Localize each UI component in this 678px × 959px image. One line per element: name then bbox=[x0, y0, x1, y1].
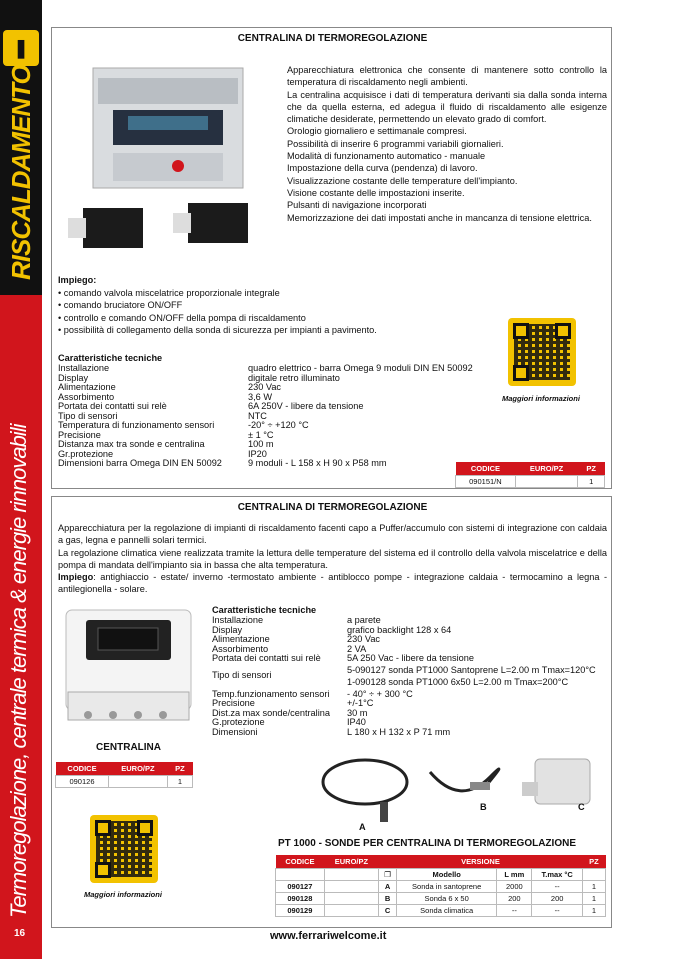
section-subtitle: Termoregolazione, centrale termica & energie rinnovabili bbox=[6, 424, 31, 918]
spec-label: Dimensioni bbox=[212, 726, 258, 737]
spec-value: L 180 x H 132 x P 71 mm bbox=[347, 726, 451, 737]
table-row: 090151/N 1 bbox=[456, 476, 605, 488]
controller-photo bbox=[58, 600, 198, 730]
spec-value: 230 Vac bbox=[347, 634, 381, 644]
spec-value: digitale retro illuminato bbox=[248, 372, 340, 383]
product-label: CENTRALINA bbox=[96, 742, 161, 753]
spec-label: G.protezione bbox=[212, 717, 265, 727]
specs-table bbox=[58, 364, 473, 469]
website-link[interactable]: www.ferrariwelcome.it bbox=[270, 930, 387, 942]
spec-label: Assorbimento bbox=[58, 391, 115, 402]
spec-label: Dist.za max sonde/centralina bbox=[212, 707, 330, 718]
spec-label: Alimentazione bbox=[58, 382, 116, 392]
wall-controller-image bbox=[58, 600, 198, 730]
list-item: • possibilità di collegamento della sonda di sicurezza per impianti a pavimento. bbox=[58, 324, 377, 335]
spec-value: 5A 250 Vac - libere da tensione bbox=[347, 653, 475, 663]
sensor-letter-c: C bbox=[578, 802, 585, 812]
spec-label: Gr.protezione bbox=[58, 448, 114, 459]
spec-value: grafico backlight 128 x 64 bbox=[347, 624, 452, 635]
table-row: 090126 1 bbox=[56, 776, 193, 788]
specs-table: Installazione a parete Display grafico backlight 128 x 64 Alimentazione 230 Vac Assorbimento 2 VA Portata dei contatti sui relè 5A 250 Vac - libere da tensione Tipo di sensori 5-090127 sonda PT1000 Santoprene L=2.00 m Tmax=120°C 1-090128 sonda PT1000 6x50 L=2.00 m Tmax=200°C Temp.funzionamento sensori - 40° ÷ + 300 °C Precisione +/-1°C Dist.za max sonde/centralina 30 m G.protezione IP40 Dimensioni L 180 x H 132 x P 71 mm bbox=[212, 615, 596, 737]
table-row: 090128 B Sonda 6 x 50 200 200 1 bbox=[276, 893, 606, 905]
spec-value: +/-1°C bbox=[347, 698, 374, 708]
qr-code[interactable] bbox=[508, 318, 576, 386]
spec-value: 230 Vac bbox=[248, 382, 282, 392]
list-item: • comando bruciatore ON/OFF bbox=[58, 300, 183, 311]
product-description: Apparecchiatura per la regolazione di impianti di riscaldamento facenti capo a Puffer/accumulo con sistemi di integrazione con caldaia a gas, legna e pannelli solari termici. La regolazione climatica viene realizzata tramite la lettura delle temperature del sistema ed il controllo della valvola miscelatrice e della pompa di mandata dell'impianto sia in bassa che alta temperatura. Impiego: antighiaccio - estate/ inverno -termostato ambiente - antiblocco pompe - integrazione caldaia - termocamino a legna - antilegionella - solare. bbox=[58, 523, 607, 595]
spec-value: quadro elettrico - barra Omega 9 moduli DIN EN 50092 bbox=[248, 363, 473, 373]
spec-value: 2 VA bbox=[347, 643, 367, 654]
spec-value: 3,6 W bbox=[248, 391, 272, 402]
price-table: CODICE EURO/PZ PZ 090151/N 1 bbox=[455, 462, 605, 488]
page-number: 16 bbox=[14, 928, 26, 939]
sensors-image bbox=[310, 747, 610, 832]
product-box-1 bbox=[51, 27, 612, 489]
list-item: • controllo e comando ON/OFF della pompa di riscaldamento bbox=[58, 312, 306, 323]
spec-value: 9 moduli - L 158 x H 90 x P58 mm bbox=[248, 458, 387, 468]
list-item: • comando valvola miscelatrice proporzionale integrale bbox=[58, 288, 280, 298]
spec-label: Portata dei contatti sui relè bbox=[58, 401, 167, 411]
spec-value: 6A 250V - libere da tensione bbox=[248, 401, 364, 411]
spec-label: Portata dei contatti sui relè bbox=[212, 653, 321, 663]
product-box-2 bbox=[51, 496, 612, 928]
table-row: 090129 C Sonda climatica -- -- 1 bbox=[276, 905, 606, 917]
spec-label: Precisione bbox=[58, 429, 101, 440]
specs-title: Caratteristiche tecniche bbox=[212, 605, 317, 615]
spec-label: Temperatura di funzionamento sensori bbox=[58, 420, 215, 430]
spec-label: Display bbox=[58, 372, 89, 383]
spec-label: Display bbox=[212, 624, 243, 635]
product-description: Apparecchiatura elettronica che consente di mantenere sotto controllo la temperatura di riscaldamento negli ambienti. La centralina acquisisce i dati di temperatura derivanti sia dalla sonda interna che da quella esterna, ed adegua il fluido di riscaldamento alle esigenze climatiche desiderate, permettendo un elevato grado di comfort. Orologio giornaliero e settimanale compresi. Possibilità di inserire 6 programmi variabili giornalieri. Modalità di funzionamento automatico - manuale Impostazione della curva (pendenza) di lavoro. Visualizzazione costante delle temperature dell'impianto. Visione costante delle impostazioni inserite. Pulsanti di navigazione incorporati Memorizzazione dei dati impostati anche in mancanza di tensione elettrica. bbox=[287, 65, 607, 223]
spec-value: IP20 bbox=[248, 448, 267, 459]
sensor-letter-b: B bbox=[480, 802, 487, 812]
spec-value: ± 1 °C bbox=[248, 429, 274, 440]
spec-label: Tipo di sensori bbox=[58, 410, 118, 421]
sensors-table: CODICE EURO/PZ VERSIONE PZ ❐ Modello L mm T.max °C 090127 A Sonda in santoprene 2000 -- 1 090128 B Sonda 6 x 50 200 200 1 090129 C Sonda climatica -- -- 1 bbox=[275, 855, 606, 917]
spec-label: Distanza max tra sonde e centralina bbox=[58, 439, 205, 449]
product-title: CENTRALINA DI TERMOREGOLAZIONE bbox=[237, 33, 428, 44]
sensor-letter-a: A bbox=[359, 822, 366, 832]
spec-value: 30 m bbox=[347, 707, 368, 718]
spec-row bbox=[212, 635, 596, 645]
qr-caption[interactable]: Maggiori informazioni bbox=[84, 890, 162, 899]
qr-caption[interactable]: Maggiori informazioni bbox=[502, 394, 580, 403]
spec-value: -20° ÷ +120 °C bbox=[248, 420, 309, 430]
spec-label: Precisione bbox=[212, 698, 255, 708]
spec-label: Alimentazione bbox=[212, 634, 270, 644]
spec-label: Temp.funzionamento sensori bbox=[212, 688, 330, 699]
spec-row bbox=[212, 654, 596, 664]
sensors-title: PT 1000 - SONDE PER CENTRALINA DI TERMOREGOLAZIONE bbox=[278, 838, 576, 849]
spec-row bbox=[212, 690, 596, 700]
category-title: RISCALDAMENTO bbox=[6, 65, 36, 280]
price-table: CODICE EURO/PZ PZ 090126 1 bbox=[55, 762, 193, 788]
spec-value: 100 m bbox=[248, 439, 274, 449]
spec-label: Assorbimento bbox=[212, 643, 269, 654]
usage-title: Impiego: bbox=[58, 275, 97, 285]
heating-category-icon: ❚ bbox=[3, 30, 39, 66]
usage-list bbox=[58, 287, 377, 336]
controller-photo bbox=[58, 48, 273, 273]
spec-label: Installazione bbox=[212, 615, 264, 625]
product-title: CENTRALINA DI TERMOREGOLAZIONE bbox=[237, 502, 428, 513]
controller-image bbox=[58, 48, 273, 273]
spec-value: a parete bbox=[347, 615, 381, 625]
spec-label: Installazione bbox=[58, 363, 110, 373]
spec-label: Dimensioni barra Omega DIN EN 50092 bbox=[58, 458, 222, 468]
table-row: 090127 A Sonda in santoprene 2000 -- 1 bbox=[276, 881, 606, 893]
specs-title: Caratteristiche tecniche bbox=[58, 353, 163, 363]
qr-code[interactable] bbox=[90, 815, 158, 883]
spec-value: NTC bbox=[248, 410, 267, 421]
spec-value: - 40° ÷ + 300 °C bbox=[347, 688, 413, 699]
spec-row bbox=[58, 459, 473, 469]
spec-value: IP40 bbox=[347, 717, 366, 727]
spec-row bbox=[212, 728, 596, 738]
spec-row bbox=[212, 709, 596, 719]
